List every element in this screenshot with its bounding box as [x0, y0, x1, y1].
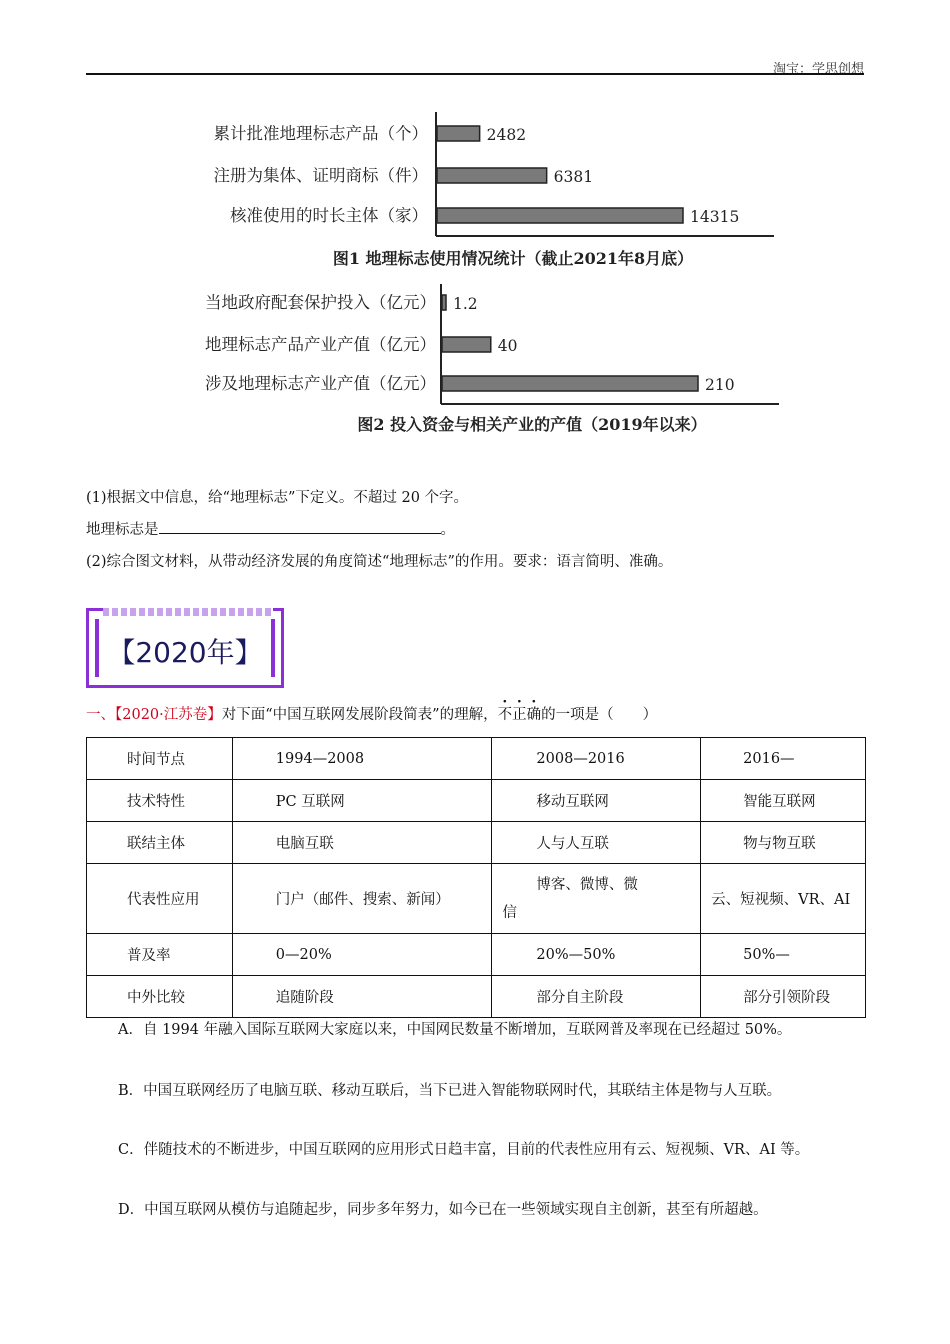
chart-2-category-label: 当地政府配套保护投入（亿元） [205, 293, 436, 312]
table-cell: 部分引领阶段 [701, 976, 866, 1018]
wrapped-line-2: 信 [502, 904, 517, 921]
chart-1-bar [437, 126, 480, 141]
table-cell: PC 互联网 [232, 780, 492, 822]
table-row [87, 864, 866, 934]
fill-in-line [86, 518, 455, 539]
year-banner [86, 608, 284, 688]
chart-1-value-label: 6381 [553, 168, 594, 186]
table-row [87, 822, 866, 864]
chart-2-category-label: 涉及地理标志产业产值（亿元） [205, 374, 436, 393]
chart-1-value-label: 14315 [690, 208, 740, 226]
chart-1-category-label: 注册为集体、证明商标（件） [213, 166, 428, 185]
chart-1-bar [437, 208, 683, 223]
chart-1-value-label: 2482 [486, 126, 527, 144]
table-cell: 移动互联网 [492, 780, 701, 822]
answer-blank[interactable] [159, 519, 441, 534]
option-a[interactable]: A．自 1994 年融入国际互联网大家庭以来，中国网民数量不断增加，互联网普及率现在已经超过 50%。 [118, 1022, 792, 1038]
table-cell: 2016— [701, 738, 866, 780]
chart-1-bar [437, 168, 547, 183]
question-1-prompt: (1)根据文中信息，给“地理标志”下定义。不超过 20 个字。 [86, 490, 469, 506]
table-cell: 物与物互联 [701, 822, 866, 864]
table-cell: 时间节点 [87, 738, 233, 780]
table-cell: 技术特性 [87, 780, 233, 822]
fill-suffix: 。 [440, 522, 455, 538]
table-row [87, 780, 866, 822]
table-cell: 云、短视频、VR、AI [701, 864, 866, 934]
option-c[interactable]: C．伴随技术的不断进步，中国互联网的应用形式日趋丰富，目前的代表性应用有云、短视频、VR、AI 等。 [118, 1142, 810, 1158]
table-cell: 人与人互联 [492, 822, 701, 864]
emphasis-char: 正 [512, 707, 527, 723]
table-cell: 智能互联网 [701, 780, 866, 822]
chart-1-title: 图1 地理标志使用情况统计（截止2021年8月底） [332, 249, 694, 268]
chart-2-value-label: 1.2 [453, 295, 478, 313]
banner-decoration [103, 608, 273, 616]
chart-2-title: 图2 投入资金与相关产业的产值（2019年以来） [357, 415, 707, 434]
table-cell: 普及率 [87, 934, 233, 976]
year-banner-text: 【2020年】 [107, 636, 263, 669]
question-text-after: 的一项是（ ） [541, 707, 658, 723]
table-cell: 20%—50% [492, 934, 701, 976]
option-b[interactable]: B．中国互联网经历了电脑互联、移动互联后，当下已进入智能物联网时代，其联结主体是物与人互联。 [118, 1083, 782, 1099]
table-cell: 中外比较 [87, 976, 233, 1018]
chart-2-value-label: 210 [705, 376, 735, 394]
emphasis-char: 确 [526, 707, 542, 723]
chart-2-bar [442, 295, 446, 310]
question-text-before: 对下面“中国互联网发展阶段简表”的理解， [221, 707, 498, 723]
table-cell: 部分自主阶段 [492, 976, 701, 1018]
table-cell: 电脑互联 [232, 822, 492, 864]
wrapped-line-1: 博客、微博、微 [536, 876, 638, 893]
chart-2-category-label: 地理标志产品产业产值（亿元） [205, 335, 436, 354]
header-source: 淘宝：学思创想 [772, 62, 864, 77]
table-cell: 0—20% [232, 934, 492, 976]
question-stem [86, 703, 657, 724]
table-cell: 1994—2008 [232, 738, 492, 780]
table-cell-wrapped [492, 864, 701, 934]
table-row [87, 738, 866, 780]
table-row [87, 934, 866, 976]
table-cell: 2008—2016 [492, 738, 701, 780]
table-cell: 代表性应用 [87, 864, 233, 934]
table-row [87, 976, 866, 1018]
chart-2-bar [442, 337, 491, 352]
chart-2-value-label: 40 [497, 337, 518, 355]
question-number: 一、 [86, 707, 115, 723]
table-cell: 联结主体 [87, 822, 233, 864]
table-cell: 追随阶段 [232, 976, 492, 1018]
chart-1-category-label: 核准使用的时长主体（家） [230, 206, 428, 225]
bar-charts [0, 0, 950, 450]
table-cell: 门户（邮件、搜索、新闻） [232, 864, 492, 934]
fill-prefix: 地理标志是 [86, 522, 159, 538]
chart-2-bar [442, 376, 698, 391]
internet-stage-table [86, 737, 866, 1018]
question-source: 【2020·江苏卷】 [115, 707, 222, 723]
table-cell: 50%— [701, 934, 866, 976]
chart-1-category-label: 累计批准地理标志产品（个） [213, 124, 428, 143]
question-2-prompt: (2)综合图文材料，从带动经济发展的角度简述“地理标志”的作用。要求：语言简明、准确。 [86, 554, 673, 570]
emphasis-char: 不 [497, 707, 513, 723]
option-d[interactable]: D．中国互联网从模仿与追随起步，同步多年努力，如今已在一些领域实现自主创新，甚至有所超越。 [118, 1202, 768, 1218]
